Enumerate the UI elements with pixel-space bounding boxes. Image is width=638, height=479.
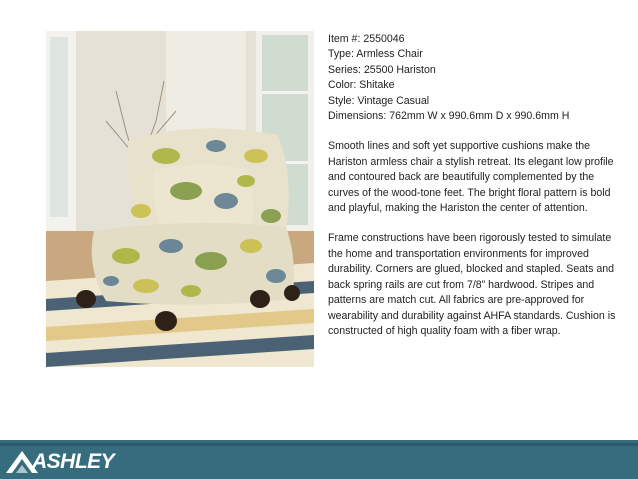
product-photo: [46, 31, 314, 367]
product-details: [328, 32, 626, 339]
item-dimensions: Dimensions: 762mm W x 990.6mm D x 990.6mm H: [328, 110, 570, 123]
footer-band: [0, 440, 638, 479]
ashley-logo: [4, 449, 144, 475]
footer-stripe: [0, 443, 638, 446]
item-number: Item #: 2550046: [328, 33, 405, 45]
logo-wordmark: ASHLEY: [32, 450, 115, 473]
item-color: Color: Shitake: [328, 79, 395, 92]
item-style: Style: Vintage Casual: [328, 94, 430, 107]
item-series: Series: 25500 Hariston: [328, 63, 436, 76]
description-text-1: Smooth lines and soft yet supportive cushions make the Hariston armless chair a stylish retreat. Its elegant low profile and contoured back are beautifully complemented by the curves of the wood-tone feet. The bright floral pattern is bold and playful, making the Hariston the center of attention.: [328, 140, 614, 215]
description-paragraph-1: [328, 139, 626, 216]
item-type: Type: Armless Chair: [328, 48, 423, 61]
description-paragraph-2: [328, 231, 626, 339]
description-text-2: Frame constructions have been rigorously tested to simulate the home and transportation environments for improved durability. Corners are glued, blocked and stapled. Seats and back spring rails are cut from 7/8” hardwood. Stripes and patterns are match cut. All fabrics are pre-approved for wearability and durability against AHFA standards. Cushion is constructed of high quality foam with a fiber wrap.: [328, 232, 616, 337]
